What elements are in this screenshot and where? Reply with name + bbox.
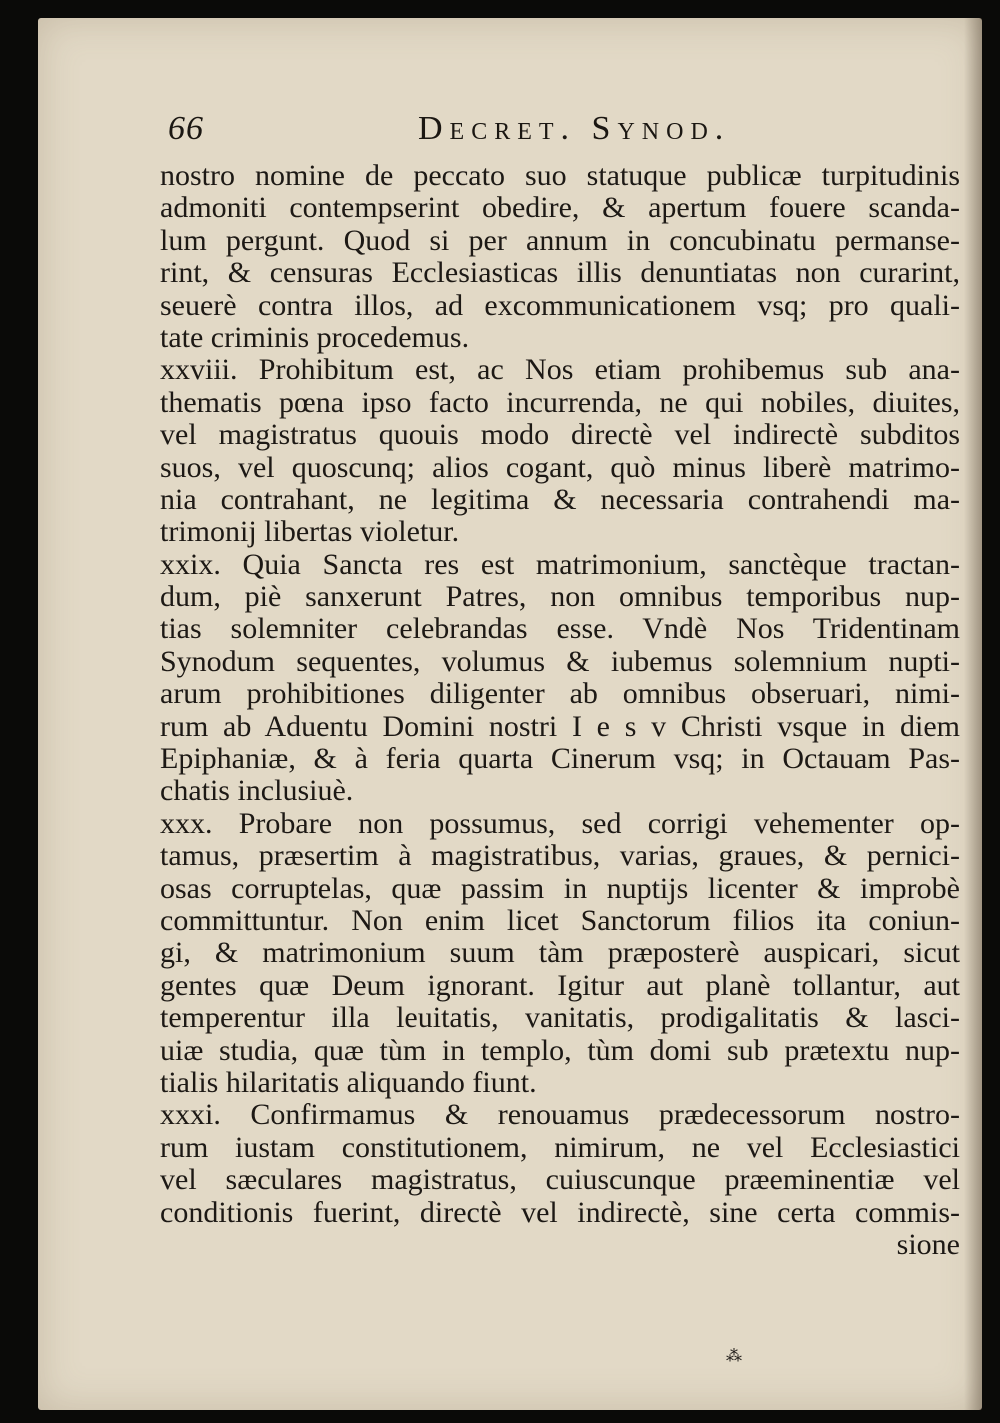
text-line: tias solemniter celebrandas esse. Vndè Nos Tridentinam xyxy=(160,612,960,646)
text-line: tamus, præsertim à magistratibus, varias, graues, & pernici- xyxy=(160,839,960,873)
text-line: suos, vel quoscunq; alios cogant, quò minus liberè matrimo- xyxy=(160,450,960,484)
text-line: temperentur illa leuitatis, vanitatis, prodigalitatis & lasci- xyxy=(160,1001,960,1035)
text-line: chatis inclusiuè. xyxy=(160,774,354,808)
text-line: rum ab Aduentu Domini nostri I e s v Christi vsque in diem xyxy=(160,709,960,743)
text-line: xxix. Quia Sancta res est matrimonium, sanctèque tractan- xyxy=(160,547,960,581)
text-line: rint, & censuras Ecclesiasticas illis denuntiatas non curarint, xyxy=(160,256,960,290)
text-line: thematis pœna ipso facto incurrenda, ne qui nobiles, diuites, xyxy=(160,385,960,419)
text-line: lum pergunt. Quod si per annum in concubinatu permanse- xyxy=(160,223,960,257)
text-line: osas corruptelas, quæ passim in nuptijs licenter & improbè xyxy=(160,871,960,905)
text-line: nostro nomine de peccato suo statuque publicæ turpitudinis xyxy=(160,159,960,192)
text-line: vel magistratus quouis modo directè vel indirectè subditos xyxy=(160,418,960,452)
body-text xyxy=(160,160,960,1261)
text-line: seuerè contra illos, ad excommunicationem vsq; pro quali- xyxy=(160,288,960,322)
text-line: admoniti contempserint obedire, & apertum fouere scanda- xyxy=(160,191,960,225)
text-line: trimonij libertas violetur. xyxy=(160,515,460,549)
signature-mark: ⁂ xyxy=(726,1348,742,1365)
text-line: tate criminis procedemus. xyxy=(160,320,470,354)
text-line: vel sæculares magistratus, cuiuscunque præeminentiæ vel xyxy=(160,1163,960,1197)
text-line: Epiphaniæ, & à feria quarta Cinerum vsq; in Octauam Pas- xyxy=(160,742,960,776)
text-line: nia contrahant, ne legitima & necessaria contrahendi ma- xyxy=(160,482,960,516)
text-line: arum prohibitiones diligenter ab omnibus obseruari, nimi- xyxy=(160,677,960,711)
book-page xyxy=(38,18,982,1410)
running-title: Decret. Synod. xyxy=(418,110,731,147)
text-line: tialis hilaritatis aliquando fiunt. xyxy=(160,1065,537,1099)
text-line: uiæ studia, quæ tùm in templo, tùm domi sub prætextu nup- xyxy=(160,1033,960,1067)
text-line: gentes quæ Deum ignorant. Igitur aut planè tollantur, aut xyxy=(160,968,960,1002)
text-line: gi, & matrimonium suum tàm præposterè auspicari, sicut xyxy=(160,936,960,970)
text-line: xxxi. Confirmamus & renouamus prædecessorum nostro- xyxy=(160,1098,960,1132)
page-gutter-shadow xyxy=(964,18,982,1410)
text-line: committuntur. Non enim licet Sanctorum filios ita coniun- xyxy=(160,903,960,937)
text-line: conditionis fuerint, directè vel indirectè, sine certa commis- xyxy=(160,1195,960,1229)
catchword: sione xyxy=(896,1227,960,1261)
text-line: dum, piè sanxerunt Patres, non omnibus temporibus nup- xyxy=(160,580,960,614)
page-header xyxy=(168,110,968,160)
page-number: 66 xyxy=(168,110,204,147)
text-line: xxviii. Prohibitum est, ac Nos etiam prohibemus sub ana- xyxy=(160,353,960,387)
text-line: rum iustam constitutionem, nimirum, ne vel Ecclesiastici xyxy=(160,1130,960,1164)
text-line: Synodum sequentes, volumus & iubemus solemnium nupti- xyxy=(160,644,960,678)
text-line: xxx. Probare non possumus, sed corrigi vehementer op- xyxy=(160,806,960,840)
